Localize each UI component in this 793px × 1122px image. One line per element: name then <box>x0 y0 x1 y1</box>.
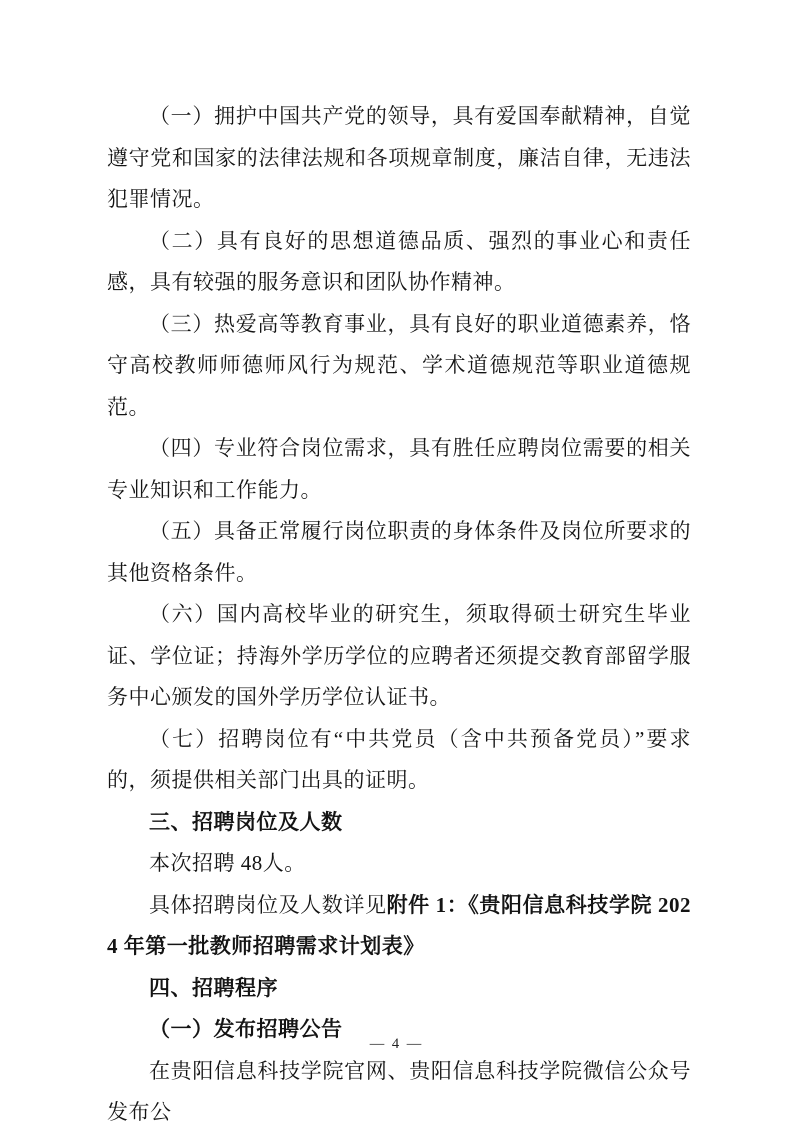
bold-text-run: 三、招聘岗位及人数 <box>149 809 343 834</box>
section-heading-4 <box>107 968 691 1010</box>
section-heading-3 <box>107 802 691 844</box>
bold-text-run: （一）发布招聘公告 <box>149 1017 343 1041</box>
attachment-reference-line <box>107 885 691 968</box>
condition-item-2 <box>107 221 691 304</box>
text-run: （六）国内高校毕业的研究生，须取得硕士研究生毕业证、学位证；持海外学历学位的应聘者还须提交教育部留学服务中心颁发的国外学历学位认证书。 <box>107 602 691 709</box>
page-number: — 4 — <box>369 1036 424 1052</box>
text-run: 本次招聘 48人。 <box>149 851 306 875</box>
condition-item-6 <box>107 594 691 719</box>
bold-text-run: 四、招聘程序 <box>149 975 278 1000</box>
text-run: （七）招聘岗位有“中共党员（含中共预备党员）”要求的，须提供相关部门出具的证明。 <box>107 726 691 792</box>
text-run: （四）专业符合岗位需求，具有胜任应聘岗位需要的相关专业知识和工作能力。 <box>107 436 691 502</box>
condition-item-4 <box>107 428 691 511</box>
text-run: （二）具有良好的思想道德品质、强烈的事业心和责任感，具有较强的服务意识和团队协作精神。 <box>107 228 691 294</box>
announce-channel-line <box>107 1051 691 1122</box>
condition-item-1 <box>107 96 691 221</box>
text-run: 具体招聘岗位及人数详见 <box>149 892 387 917</box>
bold-text-run: 附件 1：《贵阳信息科技学院 2024 年第一批教师招聘需求计划表》 <box>107 892 692 958</box>
recruit-count-line <box>107 843 691 885</box>
condition-item-7 <box>107 719 691 802</box>
text-run: （一）拥护中国共产党的领导，具有爱国奉献精神，自觉遵守党和国家的法律法规和各项规章制度，廉洁自律，无违法犯罪情况。 <box>107 104 691 211</box>
text-run: （三）热爱高等教育事业，具有良好的职业道德素养，恪守高校教师师德师风行为规范、学术道德规范等职业道德规范。 <box>107 311 691 419</box>
condition-item-5 <box>107 511 691 594</box>
text-run: （五）具备正常履行岗位职责的身体条件及岗位所要求的其他资格条件。 <box>107 519 691 585</box>
document-body <box>107 96 691 1122</box>
condition-item-3 <box>107 304 691 429</box>
text-run: 在贵阳信息科技学院官网、贵阳信息科技学院微信公众号发布公 <box>107 1058 691 1122</box>
